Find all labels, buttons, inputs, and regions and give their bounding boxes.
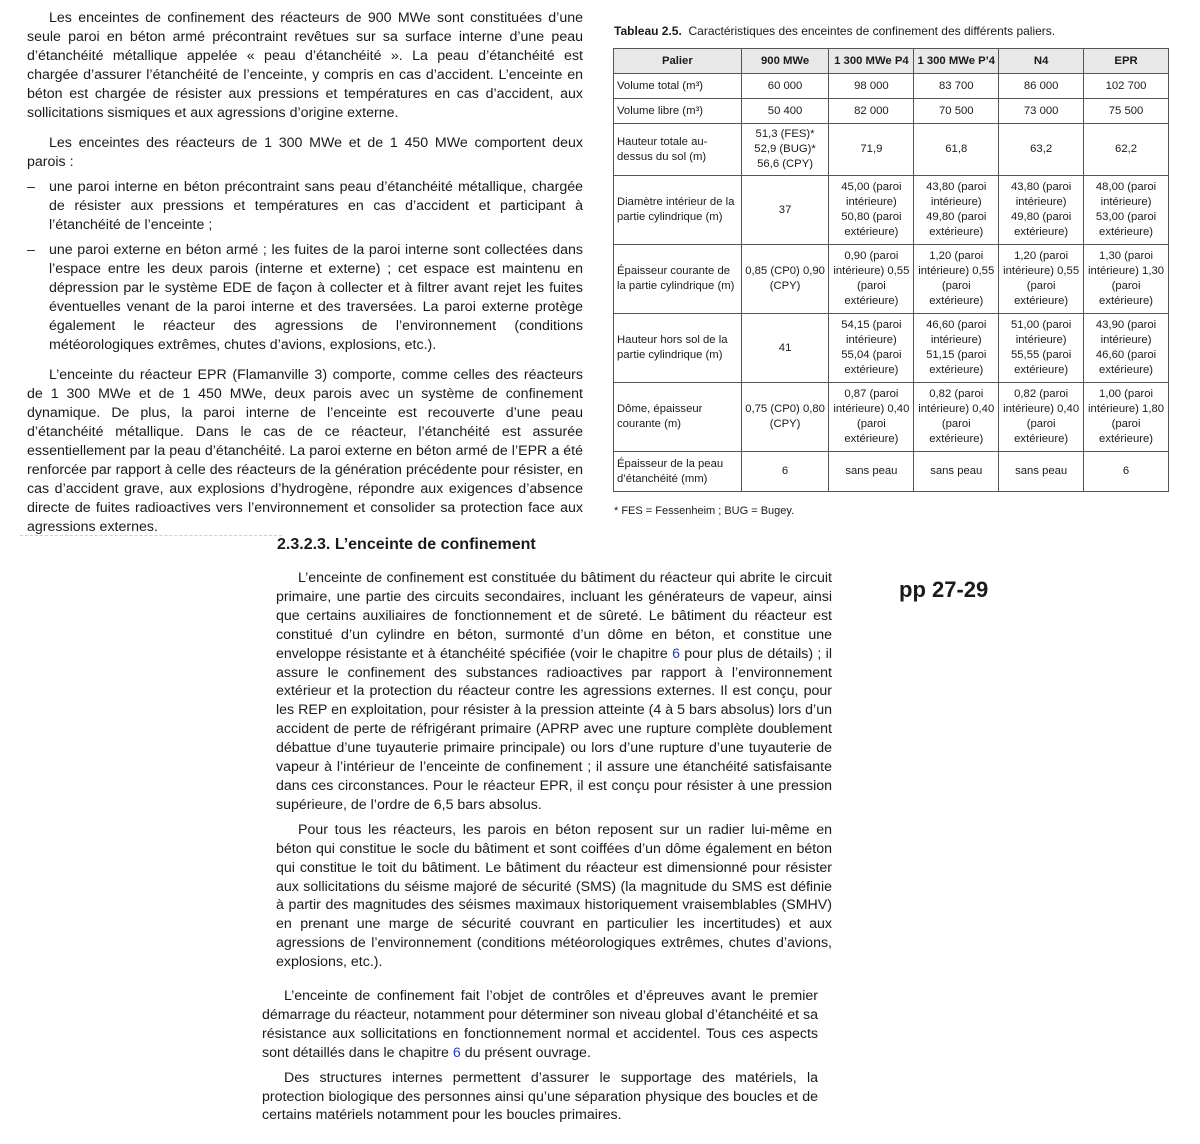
left-column (27, 9, 583, 537)
containment-table (613, 48, 1169, 492)
paragraph-text: L’enceinte de confinement est constituée du bâtiment du réacteur qui abrite le circuit primaire, une partie des circuits secondaires, incluant les générateurs de vapeur, ainsi que certains auxiliaires de fonctionnement et de sûreté. Le bâtiment du réacteur est constitué d’un cylindre en béton, surmonté d’un dôme en béton, et constitue une enveloppe résistante et à étanchéité spécifiée (voir le chapitre (276, 570, 832, 662)
paragraph-text: pour plus de détails) ; il assure le confinement des substances radioactives par rapport à l’environnement extérieur et la protection du réacteur contre les agressions externes. Il est conçu, pour les REP en exploitation, pour résister à la pression atteinte (4 à 5 bars absolus) lors d’un accident de perte de réfrigérant primaire (APRP avec une rupture complète doublement débattue d’une tuyauterie primaire principale) ou lors d’une rupture d’une tuyauterie de vapeur à l’intérieur de l’enceinte de confinement ; il assure une étanchéité satisfaisante dans ces circonstances. Pour le réacteur EPR, il est conçu pour résister à une pression supérieure, de l’ordre de 6,5 bars absolus. (276, 645, 832, 813)
list-item-text: une paroi externe en béton armé ; les fuites de la paroi interne sont collectées dans l’espace entre les deux parois (interne et externe) ; cet espace est maintenu en dépression par le système EDE de façon à collecter et à filtrer avant rejet les fuites éventuelles venant de la paroi interne et des traversées. La paroi externe protège également le réacteur des agressions de l’environnement (conditions météorologiques extrêmes, chutes d’avions, explosions, etc.). (49, 241, 583, 353)
table-cell: 51,00 (paroi intérieure) 55,55 (paroi extérieure) (999, 314, 1084, 383)
divider (20, 535, 282, 539)
table-cell: 60 000 (741, 74, 829, 99)
table-cell: 0,82 (paroi intérieure) 0,40 (paroi extérieure) (999, 383, 1084, 452)
table-cell: 0,75 (CP0) 0,80 (CPY) (741, 383, 829, 452)
table-footnote: * FES = Fessenheim ; BUG = Bugey. (614, 505, 795, 517)
table-cell: sans peau (999, 452, 1084, 492)
table-row-label: Dôme, épaisseur courante (m) (614, 383, 742, 452)
section-body-bottom (262, 987, 818, 1125)
paragraph-structures: Des structures internes permettent d’assurer le supportage des matériels, la protection biologique des personnes ainsi qu’une séparation physique des boucles et de certains matériels notamment pour les boucles primaires. (262, 1069, 818, 1124)
paragraph-text: L’enceinte de confinement fait l’objet de contrôles et d’épreuves avant le premier démarrage du réacteur, notamment pour déterminer son niveau global d’étanchéité et sa résistance aux sollicitations en fonctionnement normal et accidentel. Tous ces aspects sont détaillés dans le chapitre (262, 988, 819, 1061)
table-cell: 43,80 (paroi intérieure) 49,80 (paroi extérieure) (914, 176, 999, 245)
table-cell: sans peau (914, 452, 999, 492)
paragraph-epr: L’enceinte du réacteur EPR (Flamanville 3) comporte, comme celles des réacteurs de 1 300 MWe et de 1 450 MWe, deux parois avec un système de confinement dynamique. De plus, la paroi interne de l’enceinte est recouverte d’une peau d’étanchéité métallique. Dans le cas de ce réacteur, l’étanchéité est assurée essentiellement par la peau d’étanchéité. La paroi externe en béton armé de l’EPR a été renforcée par rapport à celle des réacteurs de la génération précédente pour résister, en cas d’accident grave, aux explosions d’hydrogène, répondre aux exigences d’absence directe de fuites radioactives vers l’environnement et consolider sa protection face aux agressions externes. (27, 367, 583, 535)
table-cell: 6 (741, 452, 829, 492)
table-row-label: Épaisseur courante de la partie cylindrique (m) (614, 245, 742, 314)
table-row-label: Hauteur totale au-dessus du sol (m) (614, 124, 742, 176)
table-row-label: Diamètre intérieur de la partie cylindrique (m) (614, 176, 742, 245)
table-cell: 73 000 (999, 99, 1084, 124)
paragraph-1300mwe-intro: Les enceintes des réacteurs de 1 300 MWe et de 1 450 MWe comportent deux parois : (27, 135, 583, 171)
table-row (614, 74, 1169, 99)
dash-marker: – (27, 241, 35, 258)
dash-marker: – (27, 179, 35, 196)
table-row (614, 452, 1169, 492)
table-cell: 0,82 (paroi intérieure) 0,40 (paroi extérieure) (914, 383, 999, 452)
table-cell: 0,90 (paroi intérieure) 0,55 (paroi extérieure) (829, 245, 914, 314)
table-cell: 98 000 (829, 74, 914, 99)
paragraph-text: du présent ouvrage. (460, 1044, 591, 1061)
table-cell: 1,20 (paroi intérieure) 0,55 (paroi extérieure) (999, 245, 1084, 314)
table-cell: 82 000 (829, 99, 914, 124)
list-item-inner-wall (27, 178, 583, 235)
table-cell: 86 000 (999, 74, 1084, 99)
table-cell: 1,00 (paroi intérieure) 1,80 (paroi extérieure) (1084, 383, 1169, 452)
table-cell: 37 (741, 176, 829, 245)
table-cell: 83 700 (914, 74, 999, 99)
section-title: 2.3.2.3. L’enceinte de confinement (277, 536, 536, 553)
table-caption (614, 24, 1055, 38)
table-header-cell: Palier (614, 49, 742, 74)
paragraph-enceinte (276, 569, 832, 815)
table-cell: 70 500 (914, 99, 999, 124)
table-cell: 62,2 (1084, 124, 1169, 176)
table-cell: 63,2 (999, 124, 1084, 176)
table-cell: 43,80 (paroi intérieure) 49,80 (paroi extérieure) (999, 176, 1084, 245)
table-header-cell: 900 MWe (741, 49, 829, 74)
table-caption-text: Caractéristiques des enceintes de confinement des différents paliers. (688, 24, 1056, 38)
paragraph-900mwe: Les enceintes de confinement des réacteurs de 900 MWe sont constituées d’une seule paroi en béton armé précontraint revêtues sur sa surface interne d’une peau d’étanchéité métallique appelée « peau d’étanchéité ». La peau d’étanchéité est chargée d’assurer l’étanchéité de l’enceinte, y compris en cas d’accident. L’enceinte en béton est chargée de résister aux pressions et températures en cas d’accident, aux sollicitations sismiques et aux agressions d’origine externe. (27, 10, 583, 121)
table-cell: 0,87 (paroi intérieure) 0,40 (paroi extérieure) (829, 383, 914, 452)
table-cell: 1,20 (paroi intérieure) 0,55 (paroi extérieure) (914, 245, 999, 314)
table-cell: sans peau (829, 452, 914, 492)
paragraph-controles (262, 987, 818, 1063)
table-row (614, 99, 1169, 124)
table-cell: 43,90 (paroi intérieure) 46,60 (paroi extérieure) (1084, 314, 1169, 383)
table-row-label: Volume libre (m³) (614, 99, 742, 124)
paragraph-parois: Pour tous les réacteurs, les parois en béton reposent sur un radier lui-même en béton qui constitue le socle du bâtiment et sont coiffées d’un dôme également en béton qui constitue le toit du bâtiment. Le bâtiment du réacteur est dimensionné pour résister aux sollicitations du séisme majoré de sécurité (SMS) (la magnitude du SMS est définie à partir des magnitudes des séismes maximaux historiquement vraisemblables (SMHV) en prenant une marge de sécurité couvrant en particulier les incertitudes) et aux agressions de l’environnement (conditions météorologiques extrêmes, chutes d’avions, explosions, etc.). (276, 821, 832, 971)
table-cell: 75 500 (1084, 99, 1169, 124)
table-cell: 61,8 (914, 124, 999, 176)
table-cell: 45,00 (paroi intérieure) 50,80 (paroi extérieure) (829, 176, 914, 245)
list-item-outer-wall (27, 241, 583, 354)
table-header-cell: N4 (999, 49, 1084, 74)
table-cell: 51,3 (FES)* 52,9 (BUG)* 56,6 (CPY) (741, 124, 829, 176)
list-item-text: une paroi interne en béton précontraint sans peau d’étanchéité métallique, chargée de résister aux pressions et températures en cas d’accident et participant à l’étanchéité de l’enceinte ; (49, 179, 583, 234)
table-header-cell: 1 300 MWe P4 (829, 49, 914, 74)
table-row (614, 314, 1169, 383)
table-row-label: Épaisseur de la peau d’étanchéité (mm) (614, 452, 742, 492)
table-row (614, 124, 1169, 176)
table-header-row (614, 49, 1169, 74)
section-body (276, 569, 832, 972)
table-cell: 48,00 (paroi intérieure) 53,00 (paroi extérieure) (1084, 176, 1169, 245)
table-cell: 71,9 (829, 124, 914, 176)
page-range-note: pp 27-29 (899, 577, 989, 602)
table-header-cell: EPR (1084, 49, 1169, 74)
table-header-cell: 1 300 MWe P’4 (914, 49, 999, 74)
table-cell: 0,85 (CP0) 0,90 (CPY) (741, 245, 829, 314)
table-cell: 50 400 (741, 99, 829, 124)
table-row (614, 245, 1169, 314)
table-cell: 6 (1084, 452, 1169, 492)
table-cell: 46,60 (paroi intérieure) 51,15 (paroi extérieure) (914, 314, 999, 383)
table-row-label: Volume total (m³) (614, 74, 742, 99)
table-row (614, 383, 1169, 452)
table-cell: 54,15 (paroi intérieure) 55,04 (paroi extérieure) (829, 314, 914, 383)
table-cell: 1,30 (paroi intérieure) 1,30 (paroi extérieure) (1084, 245, 1169, 314)
chapter-link[interactable]: 6 (452, 1044, 461, 1061)
chapter-link[interactable]: 6 (672, 645, 680, 662)
table-cell: 41 (741, 314, 829, 383)
table-caption-label: Tableau 2.5. (614, 24, 682, 38)
table-row (614, 176, 1169, 245)
table-row-label: Hauteur hors sol de la partie cylindrique (m) (614, 314, 742, 383)
table-cell: 102 700 (1084, 74, 1169, 99)
